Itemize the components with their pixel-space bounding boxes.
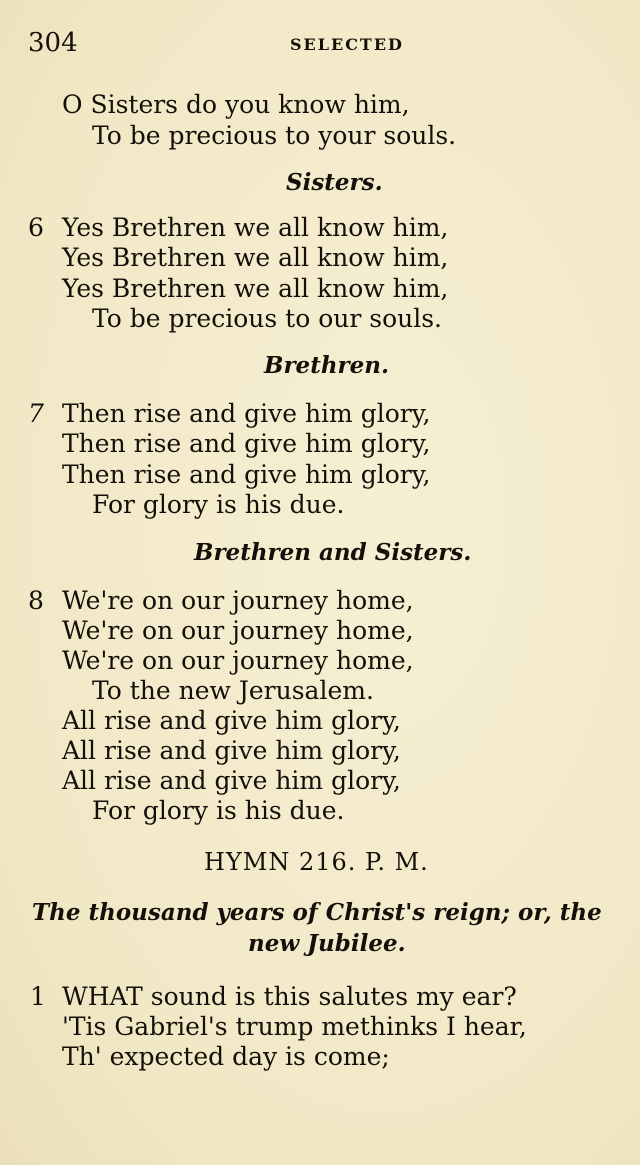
hymn-title: HYMN 216. P. M. (204, 848, 429, 876)
verse-line: Then rise and give him glory, (62, 429, 431, 458)
stanza-number: 7 (28, 399, 44, 428)
running-head: SELECTED (290, 35, 404, 54)
verse-line: Yes Brethren we all know him, (62, 243, 449, 272)
verse-line: O Sisters do you know him, (62, 90, 410, 119)
verse-line: We're on our journey home, (62, 646, 414, 675)
verse-line: Yes Brethren we all know him, (62, 213, 449, 242)
verse-line: All rise and give him glory, (62, 766, 401, 795)
hymn-subtitle: new Jubilee. (248, 930, 406, 957)
verse-line: For glory is his due. (92, 796, 345, 825)
verse-line: 'Tis Gabriel's trump methinks I hear, (62, 1012, 527, 1041)
verse-line: To be precious to our souls. (92, 304, 442, 333)
stanza-number: 1 (30, 982, 46, 1011)
verse-line: For glory is his due. (92, 490, 345, 519)
page-number: 304 (28, 28, 78, 58)
hymn-subtitle: The thousand years of Christ's reign; or, the (32, 899, 602, 926)
verse-line: Then rise and give him glory, (62, 399, 431, 428)
stanza-number: 8 (28, 586, 44, 615)
verse-line: To the new Jerusalem. (92, 676, 374, 705)
verse-line: Then rise and give him glory, (62, 460, 431, 489)
verse-line: All rise and give him glory, (62, 706, 401, 735)
speaker-label: Brethren. (264, 352, 390, 379)
page-header (28, 28, 600, 64)
stanza-number: 6 (28, 213, 44, 242)
verse-line: WHAT sound is this salutes my ear? (62, 982, 517, 1011)
verse-line: Th' expected day is come; (62, 1042, 390, 1071)
verse-line: All rise and give him glory, (62, 736, 401, 765)
verse-line: We're on our journey home, (62, 616, 414, 645)
speaker-label: Brethren and Sisters. (194, 539, 472, 566)
verse-line: We're on our journey home, (62, 586, 414, 615)
verse-line: To be precious to your souls. (92, 121, 457, 150)
speaker-label: Sisters. (286, 169, 383, 196)
verse-line: Yes Brethren we all know him, (62, 274, 449, 303)
